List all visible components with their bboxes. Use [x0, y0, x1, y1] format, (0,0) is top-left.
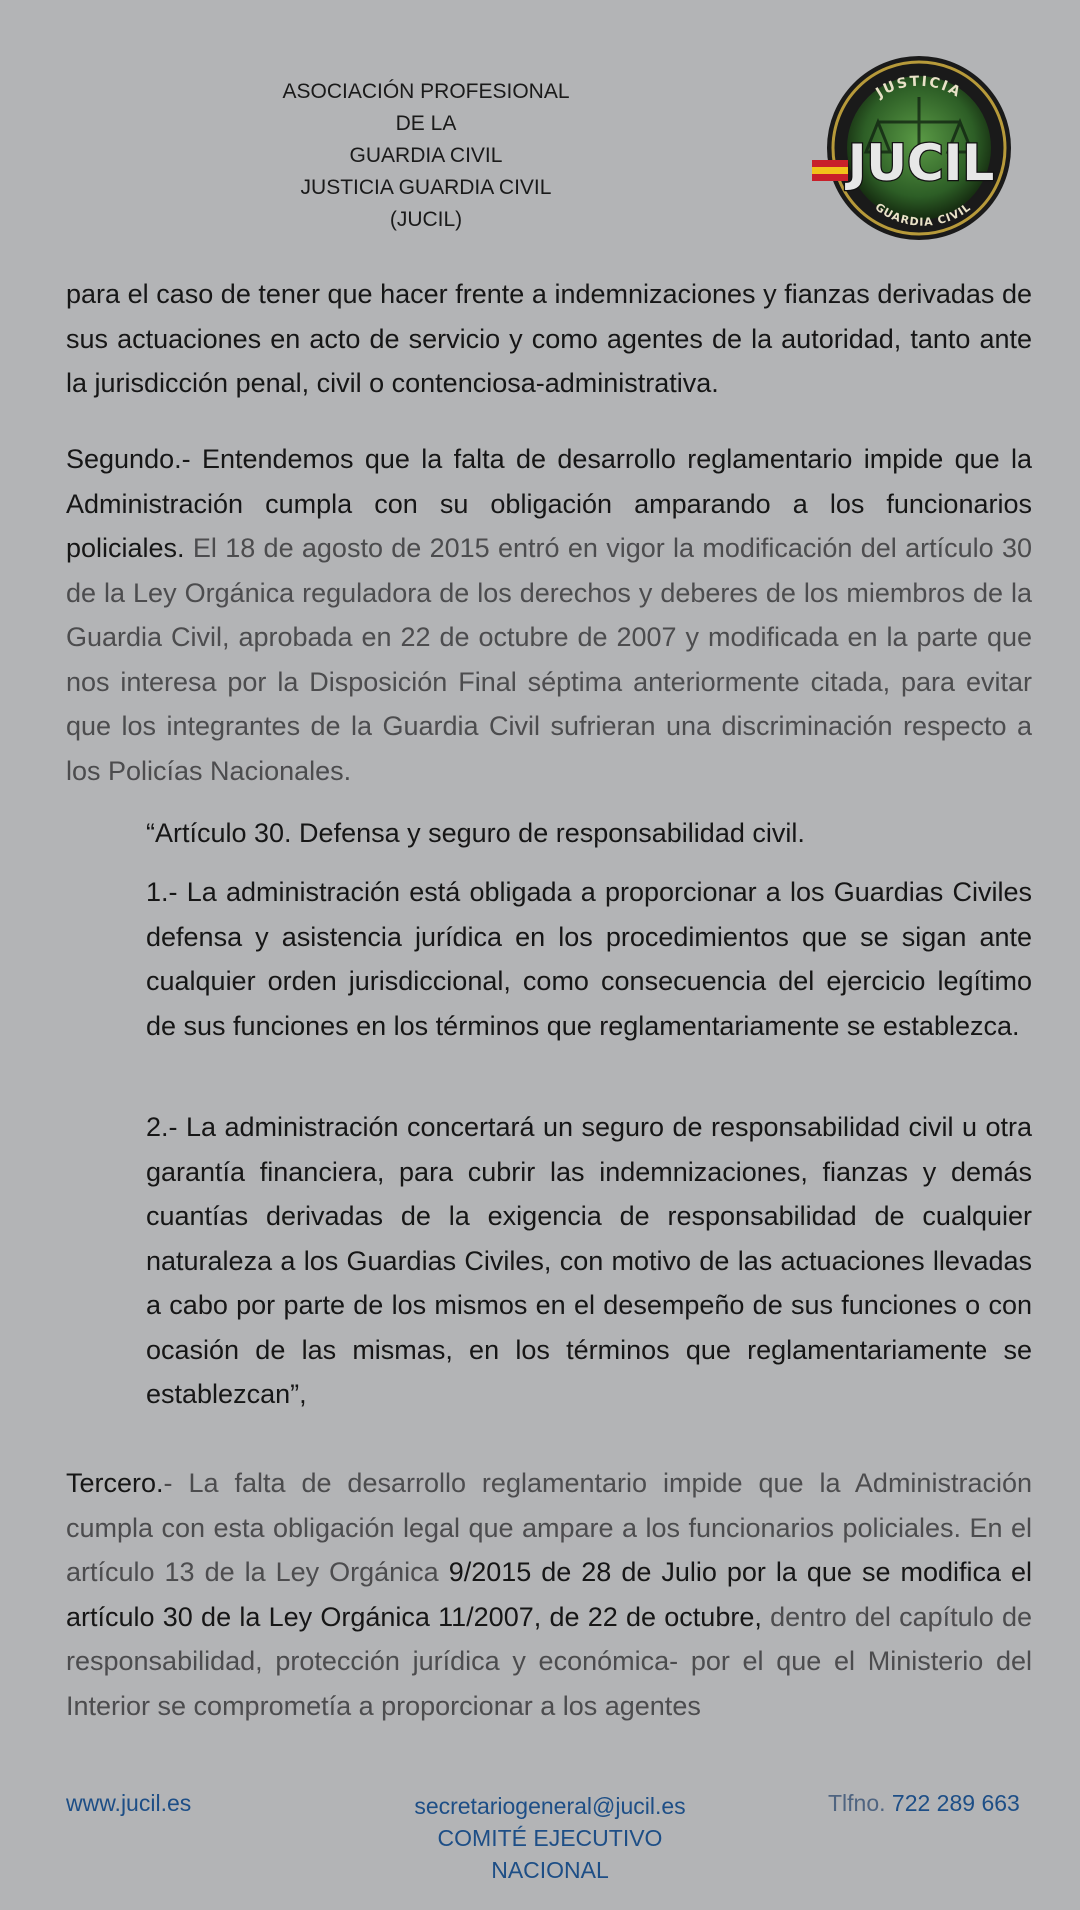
- article-item-1: [146, 870, 1032, 1048]
- flag-stripe: [812, 160, 848, 167]
- tercero-paragraph: [66, 1461, 1032, 1728]
- flag-stripe: [812, 167, 848, 174]
- intro-text: para el caso de tener que hacer frente a indemnizaciones y fianzas derivadas de sus actuaciones en acto de servicio y como agentes de la autoridad, tanto ante la jurisdicción penal, civil o contenciosa-administrativa.: [66, 279, 1032, 398]
- org-line: ASOCIACIÓN PROFESIONAL: [282, 80, 570, 103]
- logo-top-text: JUSTICIA: [873, 73, 965, 102]
- segundo-rest: El 18 de agosto de 2015 entró en vigor la modificación del artículo 30 de la Ley Orgánica reguladora de los derechos y deberes de los miembros de la Guardia Civil, aprobada en 22 de octubre de 2007 y modificada en la parte que nos interesa por la Disposición Final séptima anteriormente citada, para evitar que los integrantes de la Guardia Civil sufrieran una discriminación respecto a los Policías Nacionales.: [66, 533, 1032, 786]
- phone-number[interactable]: 722 289 663: [891, 1790, 1020, 1816]
- tercero-part1: - La falta de desarrollo reglamentario impide que la Administración cumpla con esta obligación legal que ampare a los funcionarios policiales. En el artículo 13 de la Ley Orgánica: [66, 1468, 1032, 1587]
- article-title: [146, 811, 1032, 856]
- website-link[interactable]: www.jucil.es: [66, 1790, 192, 1816]
- footer-contact: [380, 1790, 720, 1886]
- organization-name: [226, 76, 626, 236]
- phone-label: Tlfno.: [828, 1790, 886, 1816]
- phone-info: [828, 1790, 1020, 1817]
- org-line: GUARDIA CIVIL: [349, 144, 503, 167]
- article-item-2-text: 2.- La administración concertará un seguro de responsabilidad civil u otra garantía financiera, para cubrir las indemnizaciones, fianzas y demás cuantías derivadas de la exigencia de responsabilidad de cualquier naturaleza a los Guardias Civiles, con motivo de las actuaciones llevadas a cabo por parte de los mismos en el desempeño de sus funciones o con ocasión de las mismas, en los términos que reglamentariamente se establezcan”,: [146, 1112, 1032, 1409]
- logo-bottom-text: GUARDIA CIVIL: [872, 200, 974, 229]
- org-line: DE LA: [395, 112, 457, 135]
- article-item-2: [146, 1105, 1032, 1417]
- logo-main-text: JUCIL: [847, 134, 995, 192]
- flag-stripe: [812, 174, 848, 181]
- tercero-part2: 9/2015 de 28 de Julio por la que se modifica el artículo 30 de la Ley Orgánica 11/2007, de 22 de octubre,: [66, 1557, 1032, 1632]
- org-line: JUSTICIA GUARDIA CIVIL: [300, 176, 552, 199]
- committee-label: COMITÉ EJECUTIVO NACIONAL: [437, 1825, 663, 1883]
- org-line: (JUCIL): [389, 208, 463, 231]
- tercero-label: Tercero.: [66, 1468, 164, 1498]
- segundo-label: Segundo: [66, 444, 175, 474]
- jucil-logo: [808, 52, 1030, 242]
- intro-paragraph: [66, 272, 1032, 406]
- tercero-part3: dentro del capítulo de responsabilidad, protección jurídica y económica- por el que el Ministerio del Interior se comprometía a proporcionar a los agentes: [66, 1601, 1032, 1721]
- segundo-lead: .- Entendemos que la falta de desarrollo reglamentario impide que la Administración cumpla con su obligación amparando a los funcionarios policiales.: [66, 444, 1032, 563]
- article-item-1-text: 1.- La administración está obligada a proporcionar a los Guardias Civiles defensa y asistencia jurídica en los procedimientos que se sigan ante cualquier orden jurisdiccional, como consecuencia del ejercicio legítimo de sus funciones en los términos que reglamentariamente se establezca.: [146, 877, 1032, 1041]
- email-link[interactable]: secretariogeneral@jucil.es: [414, 1793, 686, 1819]
- segundo-paragraph: [66, 437, 1032, 793]
- article-title-text: “Artículo 30. Defensa y seguro de responsabilidad civil.: [146, 818, 805, 848]
